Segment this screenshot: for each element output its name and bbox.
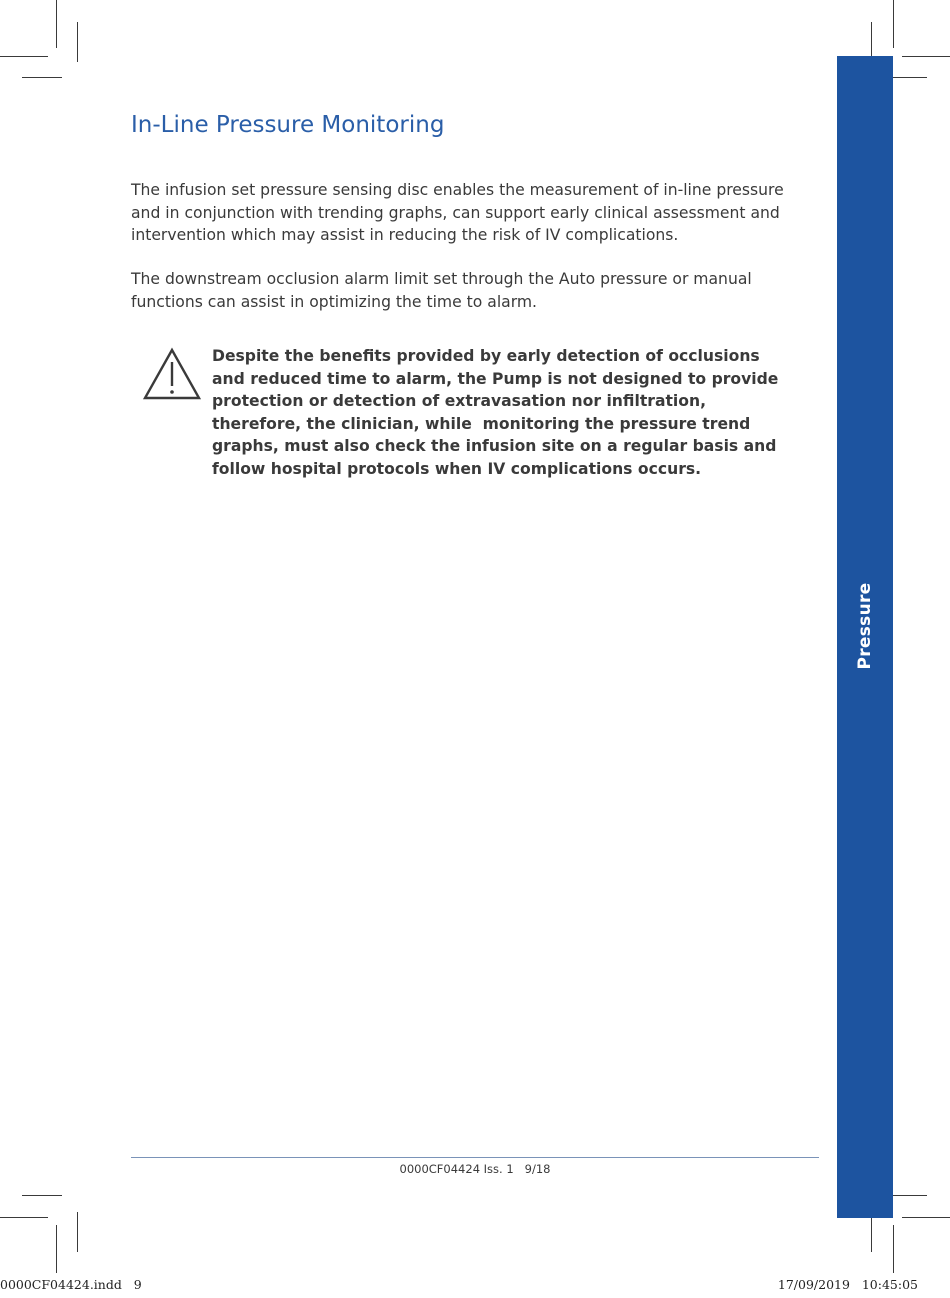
warning-text: Despite the benefits provided by early detection of occlusions and reduced time to alarm, the Pump is not designed to provide protection or detection of extravasation nor infiltration, therefore, the clinician, while monitoring the pressure trend graphs, must also check the infusion site on a regular basis and follow hospital protocols when IV complications occurs. — [212, 347, 788, 478]
page-title: In-Line Pressure Monitoring — [131, 112, 445, 138]
slug-timestamp: 17/09/2019 10:45:05 — [777, 1277, 918, 1292]
crop-mark — [22, 77, 62, 78]
crop-mark — [887, 1195, 927, 1196]
crop-mark — [77, 22, 78, 62]
crop-mark — [56, 1225, 57, 1273]
crop-mark — [893, 0, 894, 48]
slug-filename: 0000CF04424.indd 9 — [0, 1277, 142, 1292]
crop-mark — [871, 1212, 872, 1252]
paragraph: The downstream occlusion alarm limit set through the Auto pressure or manual functions can assist in optimizing the time to alarm. — [131, 270, 752, 311]
crop-mark — [22, 1195, 62, 1196]
warning-triangle-icon — [141, 346, 203, 402]
footer-divider — [131, 1157, 819, 1158]
section-tab-label: Pressure — [855, 582, 875, 670]
crop-mark — [0, 1217, 48, 1218]
crop-mark — [77, 1212, 78, 1252]
crop-mark — [0, 56, 48, 57]
crop-mark — [902, 56, 950, 57]
crop-mark — [887, 77, 927, 78]
footer-doc-ref: 0000CF04424 Iss. 1 9/18 — [399, 1162, 551, 1176]
crop-mark — [56, 0, 57, 48]
crop-mark — [902, 1217, 950, 1218]
paragraph: The infusion set pressure sensing disc enables the measurement of in-line pressure and in conjunction with trending graphs, can support early clinical assessment and intervention which may assist in reducing the risk of IV complications. — [131, 181, 784, 245]
crop-mark — [893, 1225, 894, 1273]
section-tab — [837, 56, 893, 1218]
